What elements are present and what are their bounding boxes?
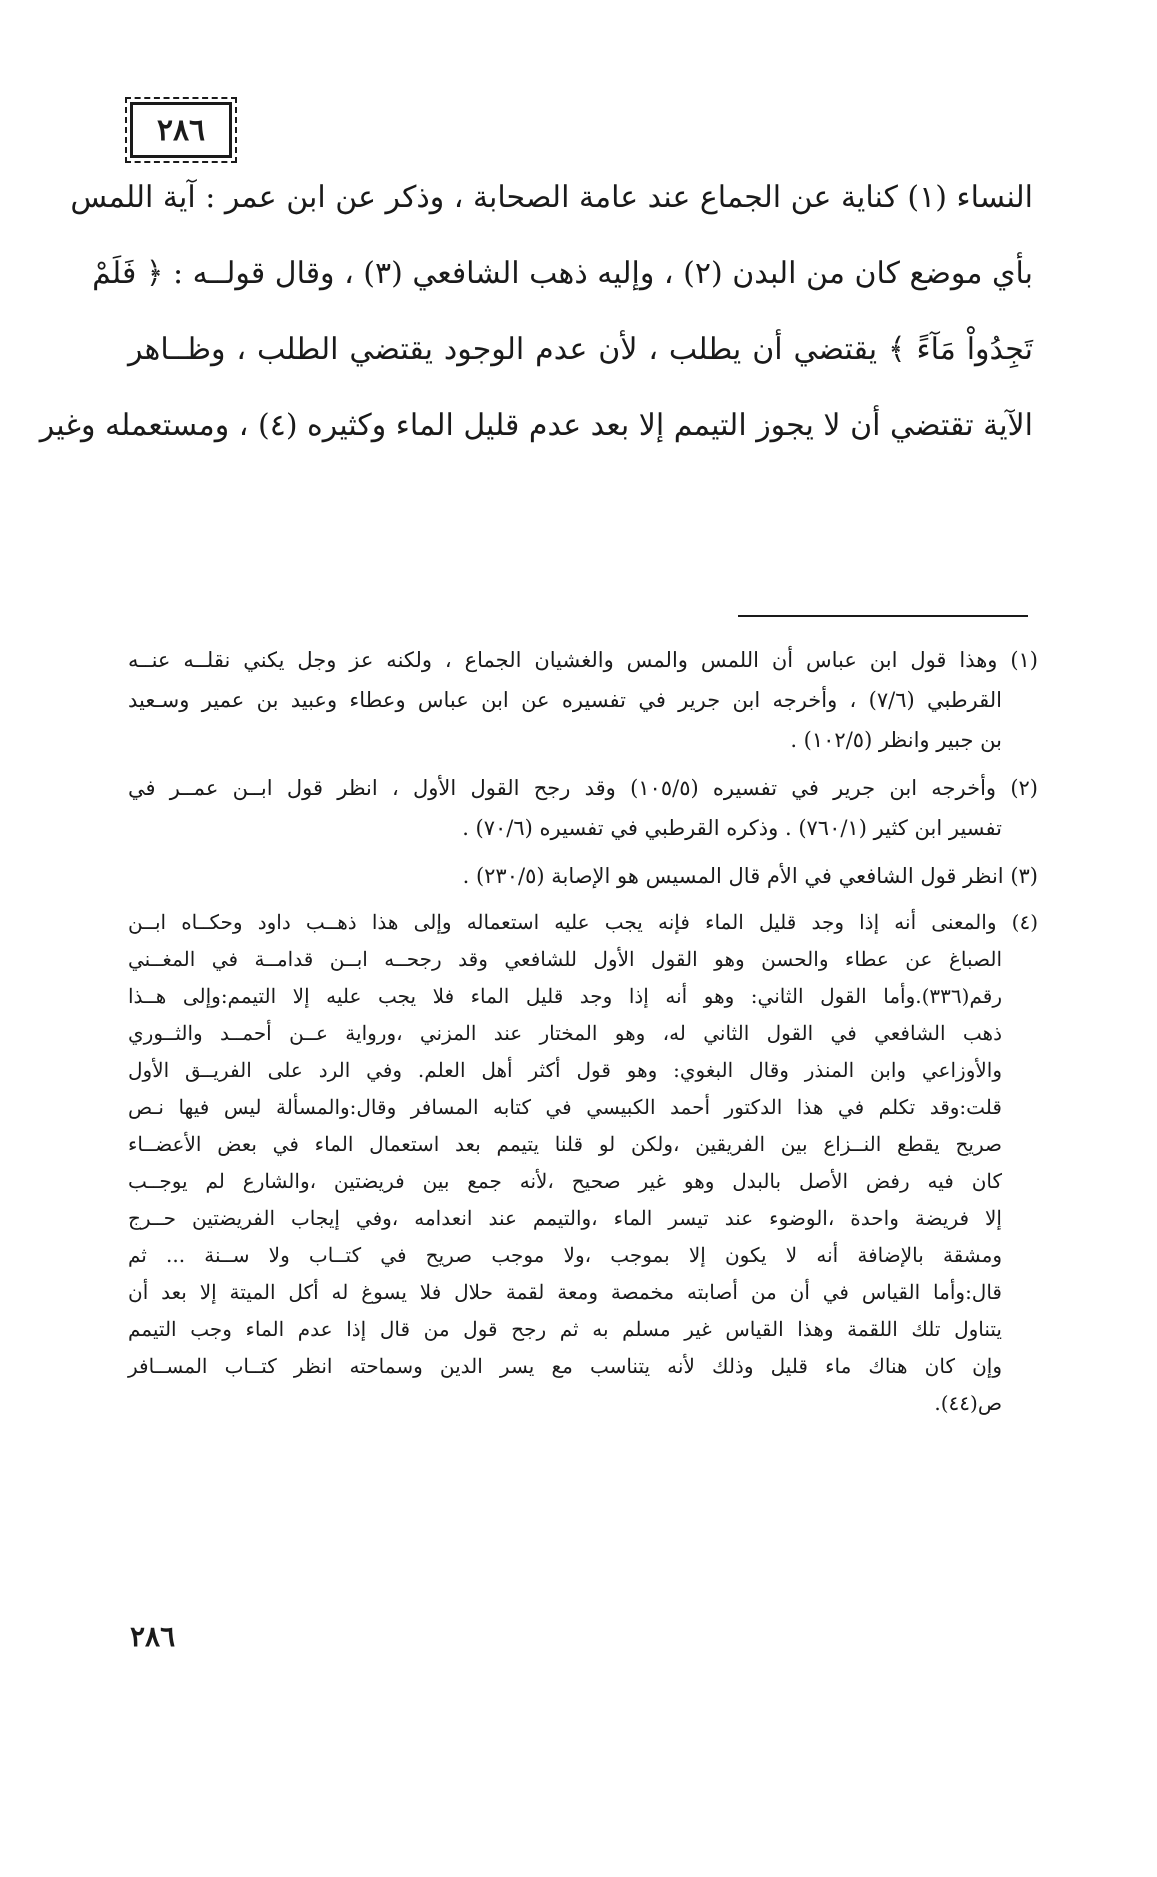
footnote-line: الصباغ عن عطاء والحسن وهو القول الأول للشافعي وقد رجحــه ابــن قدامــة في المغــني: [128, 947, 1002, 971]
footnote-line: ومشقة بالإضافة أنه لا يكون إلا بموجب ،ولا موجب صريح في كتــاب ولا ســنة ... ثم: [128, 1243, 1002, 1267]
footnote-line: صريح يقطع النــزاع بين الفريقين ،ولكن لو قلنا يتيمم بعد استعمال الماء في بعض الأعضــاء: [128, 1132, 1002, 1156]
footnotes: [128, 640, 1038, 1430]
page-number-footer: ٢٨٦: [130, 1620, 176, 1653]
main-line: النساء (١) كناية عن الجماع عند عامة الصحابة ، وذكر عن ابن عمر : آية اللمس: [70, 180, 1033, 215]
footnote-line: (٤) والمعنى أنه إذا وجد قليل الماء فإنه يجب عليه استعماله وإلى هذا ذهــب داود وحكــاه ابــن: [128, 910, 1038, 934]
footnote-line: ذهب الشافعي في القول الثاني له، وهو المختار عند المزني ،ورواية عــن أحمــد والثــوري: [128, 1021, 1002, 1045]
main-line: بأي موضع كان من البدن (٢) ، وإليه ذهب الشافعي (٣) ، وقال قولــه : ﴿ فَلَمْ: [92, 256, 1033, 291]
footnote-line: رقم(٣٣٦).وأما القول الثاني: وهو أنه إذا وجد قليل الماء فلا يجب عليه إلا التيمم:وإلى هــذا: [128, 984, 1002, 1008]
footnote-2: [128, 768, 1038, 848]
footnote-line: (٣) انظر قول الشافعي في الأم قال المسيس هو الإصابة (٢٣٠/٥) .: [462, 864, 1038, 888]
footnote-3: [128, 856, 1038, 896]
footnote-line: كان فيه رفض الأصل بالبدل وهو غير صحيح ،لأنه جمع بين فريضتين ،والشارع لم يوجــب: [128, 1169, 1002, 1193]
footnote-line: ص(٤٤).: [934, 1391, 1002, 1415]
footnote-line: (١) وهذا قول ابن عباس أن اللمس والمس والغشيان الجماع ، ولكنه عز وجل يكني نقلــه عنــه: [128, 648, 1038, 672]
footnote-line: (٢) وأخرجه ابن جرير في تفسيره (١٠٥/٥) وقد رجح القول الأول ، انظر قول ابــن عمــر في: [128, 776, 1038, 800]
footnote-line: القرطبي (٧/٦) ، وأخرجه ابن جرير في تفسيره عن ابن عباس وعطاء وعبيد بن عمير وسـعيد: [128, 688, 1002, 712]
footnote-1: [128, 640, 1038, 760]
main-line: تَجِدُواْ مَآءً ﴾ يقتضي أن يطلب ، لأن عدم الوجود يقتضي الطلب ، وظــاهر: [128, 332, 1033, 367]
footnote-line: إلا فريضة واحدة ،الوضوء عند تيسر الماء ،والتيمم عند انعدامه ،وفي إيجاب الفريضتين حــرج: [128, 1206, 1002, 1230]
footnote-line: قال:وأما القياس في أن من أصابته مخمصة ومعة لقمة حلال فلا يسوغ له أكل الميتة إلا بعد أن: [128, 1280, 1002, 1304]
main-text: [39, 160, 1033, 464]
footnote-line: تفسير ابن كثير (٧٦٠/١) . وذكره القرطبي في تفسيره (٧٠/٦) .: [462, 816, 1002, 840]
footnote-divider: [738, 615, 1028, 617]
footnote-line: بن جبير وانظر (١٠٢/٥) .: [790, 728, 1002, 752]
page-number-header: ٢٨٦: [130, 102, 232, 158]
footnote-line: والأوزاعي وابن المنذر وقال البغوي: وهو قول أكثر أهل العلم. وفي الرد على الفريــق الأول: [128, 1058, 1002, 1082]
footnote-line: يتناول تلك اللقمة وهذا القياس غير مسلم به ثم رجح قول من قال إذا عدم الماء وجب التيمم: [128, 1317, 1002, 1341]
footnote-4: [128, 904, 1038, 1422]
main-line: الآية تقتضي أن لا يجوز التيمم إلا بعد عدم قليل الماء وكثيره (٤) ، ومستعمله وغير: [39, 408, 1033, 443]
footnote-line: وإن كان هناك ماء قليل وذلك لأنه يتناسب مع يسر الدين وسماحته انظر كتــاب المســافر: [128, 1354, 1002, 1378]
footnote-line: قلت:وقد تكلم في هذا الدكتور أحمد الكبيسي في كتابه المسافر وقال:والمسألة ليس فيها نـص: [128, 1095, 1002, 1119]
